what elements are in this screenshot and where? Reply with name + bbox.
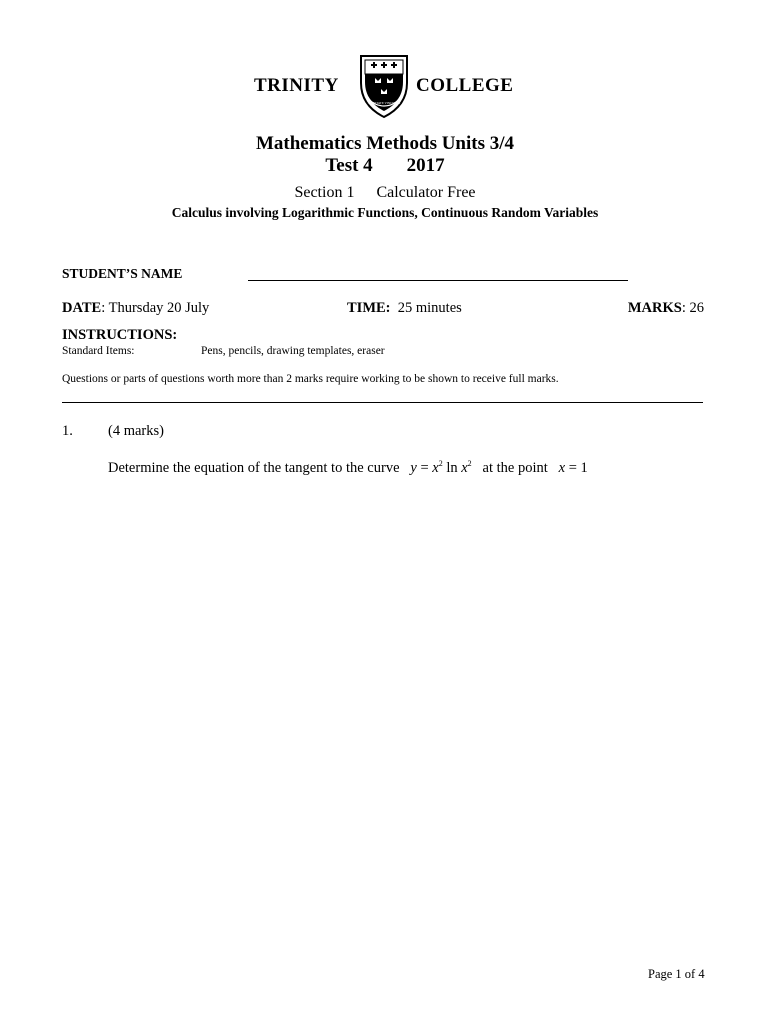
section-type: Calculator Free: [376, 184, 476, 201]
student-name-field[interactable]: [248, 280, 628, 281]
math-x2: x: [461, 460, 468, 476]
date-info: [62, 300, 209, 317]
question-prompt: Determine the equation of the tangent to the curve: [108, 460, 400, 476]
standard-items-value: Pens, pencils, drawing templates, eraser: [201, 345, 385, 357]
student-name-label: STUDENT’S NAME: [62, 266, 183, 281]
point-x: x: [558, 460, 566, 476]
math-x: x: [432, 460, 439, 476]
question-text: [108, 459, 588, 477]
math-exp2: 2: [467, 459, 472, 468]
point-eq: =: [565, 460, 581, 476]
math-ln: ln: [442, 460, 462, 476]
logo-text-trinity: TRINITY: [254, 75, 339, 96]
page-title: Mathematics Methods Units 3/4: [255, 133, 515, 154]
standard-items-label: Standard Items:: [62, 345, 135, 357]
test-label: Test 4: [325, 155, 373, 176]
section-label: Section 1: [294, 184, 355, 201]
test-year: 2017: [406, 155, 445, 176]
question-marks: (4 marks): [108, 423, 164, 439]
point-val: 1: [580, 460, 588, 476]
curve-equation: [410, 460, 471, 476]
date-label: DATE: [62, 300, 102, 316]
page-number: Page 1 of 4: [648, 967, 705, 981]
math-exp: 2: [438, 459, 443, 468]
point-equation: [559, 460, 588, 476]
math-eq: =: [416, 460, 433, 476]
instructions-heading: INSTRUCTIONS:: [62, 327, 178, 343]
marks-value: : 26: [681, 300, 704, 316]
time-value: 25 minutes: [397, 300, 462, 316]
marks-info: [628, 300, 704, 317]
math-y: y: [410, 460, 417, 476]
logo-text-college: COLLEGE: [416, 75, 514, 96]
divider: [62, 402, 703, 403]
time-info: [347, 300, 462, 317]
working-note: Questions or parts of questions worth more than 2 marks require working to be shown to receive full marks.: [62, 373, 559, 385]
question-number: 1.: [62, 423, 73, 439]
section-line: [0, 184, 770, 202]
topic-subtitle: Calculus involving Logarithmic Functions, Continuous Random Variables: [171, 205, 599, 220]
test-title: [0, 155, 770, 177]
marks-label: MARKS: [627, 300, 682, 316]
time-label: TIME:: [347, 300, 391, 316]
point-text: at the point: [482, 460, 548, 476]
crest-motto: TRINITATE VINCIMUS: [367, 101, 401, 105]
college-crest-icon: [358, 53, 410, 119]
date-value: : Thursday 20 July: [101, 300, 210, 316]
